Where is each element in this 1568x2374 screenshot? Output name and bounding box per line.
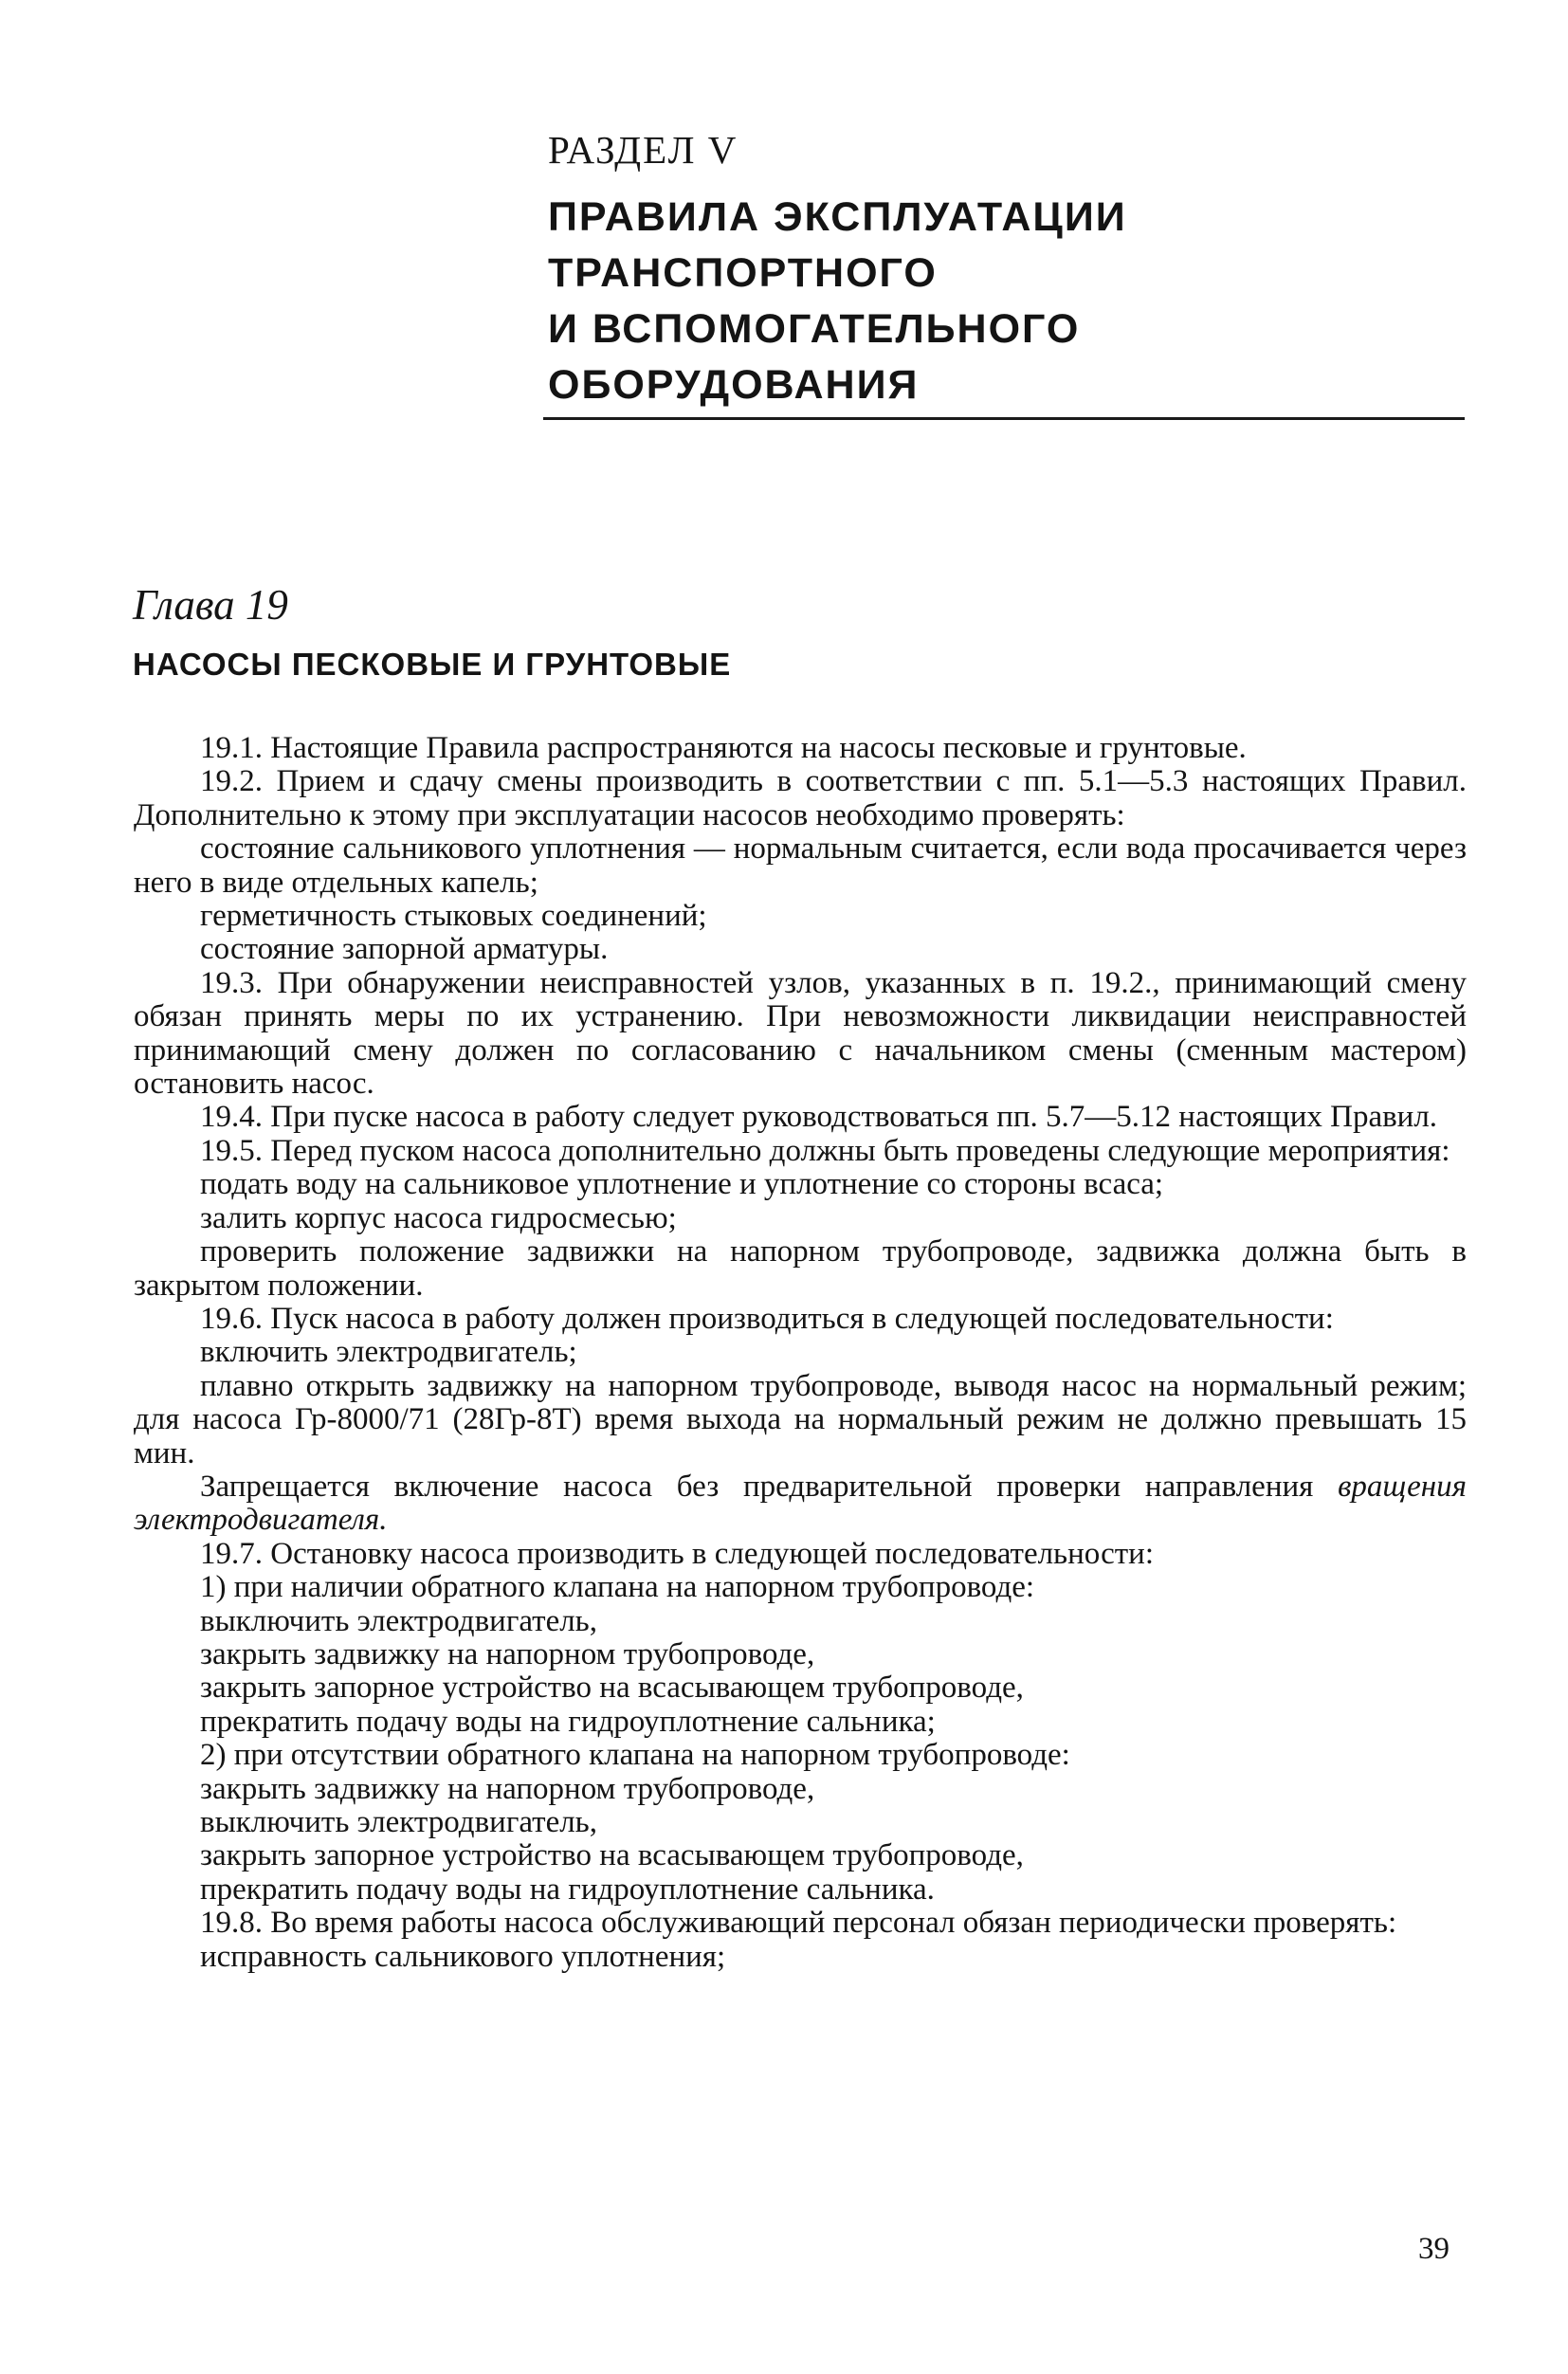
paragraph: прекратить подачу воды на гидроуплотнение сальника;	[200, 1704, 936, 1739]
chapter-label: Глава 19	[133, 581, 288, 629]
paragraph: состояние сальникового уплотнения — нормальным считается, если вода просачивается через него в виде отдельных капель;	[134, 831, 1467, 900]
paragraph: 19.1. Настоящие Правила распространяются на насосы песковые и грунтовые.	[200, 731, 1247, 765]
paragraph: 19.7. Остановку насоса производить в следующей последовательности:	[200, 1536, 1154, 1571]
section-label: РАЗДЕЛ V	[548, 128, 738, 172]
section-header	[548, 127, 1458, 413]
section-title-line: И ВСПОМОГАТЕЛЬНОГО	[548, 306, 1081, 352]
paragraph: герметичность стыковых соединений;	[200, 899, 707, 934]
header-divider	[543, 417, 1465, 420]
paragraph: плавно открыть задвижку на напорном трубопроводе, выводя насос на нормальный режим; для насоса Гр-8000/71 (28Гр-8Т) время выхода на нормальный режим не должно превышать 15 мин.	[134, 1368, 1467, 1470]
paragraph: закрыть задвижку на напорном трубопроводе,	[200, 1771, 815, 1806]
chapter-title: НАСОСЫ ПЕСКОВЫЕ И ГРУНТОВЫЕ	[133, 647, 732, 682]
paragraph: исправность сальникового уплотнения;	[200, 1939, 726, 1974]
section-title	[548, 190, 1458, 413]
paragraph: закрыть запорное устройство на всасывающем трубопроводе,	[200, 1671, 1024, 1706]
paragraph: состояние запорной арматуры.	[200, 932, 609, 967]
paragraph: 2) при отсутствии обратного клапана на напорном трубопроводе:	[200, 1738, 1070, 1773]
section-title-line: ТРАНСПОРТНОГО	[548, 250, 938, 296]
paragraph: 1) при наличии обратного клапана на напорном трубопроводе:	[200, 1570, 1035, 1605]
body-text	[134, 732, 1467, 1974]
prohibition-italic-text: вращения электродвигателя.	[134, 1469, 1467, 1538]
paragraph: закрыть задвижку на напорном трубопроводе,	[200, 1636, 815, 1671]
paragraph: 19.4. При пуске насоса в работу следует руководствоваться пп. 5.7—5.12 настоящих Правил.	[200, 1100, 1438, 1135]
page-number: 39	[1418, 2232, 1449, 2266]
paragraph: 19.3. При обнаружении неисправностей узлов, указанных в п. 19.2., принимающий смену обязан принять меры по их устранению. При невозможности ликвидации неисправностей принимающий смену должен по согласованию с начальником смены (сменным мастером) остановить насос.	[134, 965, 1467, 1102]
paragraph: 19.8. Во время работы насоса обслуживающий персонал обязан периодически проверять:	[200, 1906, 1397, 1941]
paragraph: 19.5. Перед пуском насоса дополнительно должны быть проведены следующие мероприятия:	[200, 1133, 1450, 1168]
section-title-line: ПРАВИЛА ЭКСПЛУАТАЦИИ	[548, 194, 1127, 240]
paragraph: выключить электродвигатель,	[200, 1805, 597, 1839]
prohibition-paragraph	[134, 1470, 1467, 1538]
paragraph: выключить электродвигатель,	[200, 1603, 597, 1638]
paragraph: подать воду на сальниковое уплотнение и уплотнение со стороны всаса;	[200, 1167, 1164, 1202]
paragraph: включить электродвигатель;	[200, 1335, 577, 1370]
paragraph: залить корпус насоса гидросмесью;	[200, 1200, 677, 1235]
paragraph: 19.2. Прием и сдачу смены производить в соответствии с пп. 5.1—5.3 настоящих Правил. Дополнительно к этому при эксплуатации насосов необходимо проверять:	[134, 764, 1467, 832]
paragraph: 19.6. Пуск насоса в работу должен производиться в следующей последовательности:	[200, 1301, 1334, 1336]
prohibition-text: Запрещается включение насоса без предварительной проверки направления	[200, 1469, 1339, 1504]
section-title-line: ОБОРУДОВАНИЯ	[548, 362, 920, 408]
paragraph: прекратить подачу воды на гидроуплотнение сальника.	[200, 1872, 935, 1907]
paragraph: закрыть запорное устройство на всасывающем трубопроводе,	[200, 1838, 1024, 1873]
paragraph: проверить положение задвижки на напорном трубопроводе, задвижка должна быть в закрытом положении.	[134, 1234, 1467, 1303]
